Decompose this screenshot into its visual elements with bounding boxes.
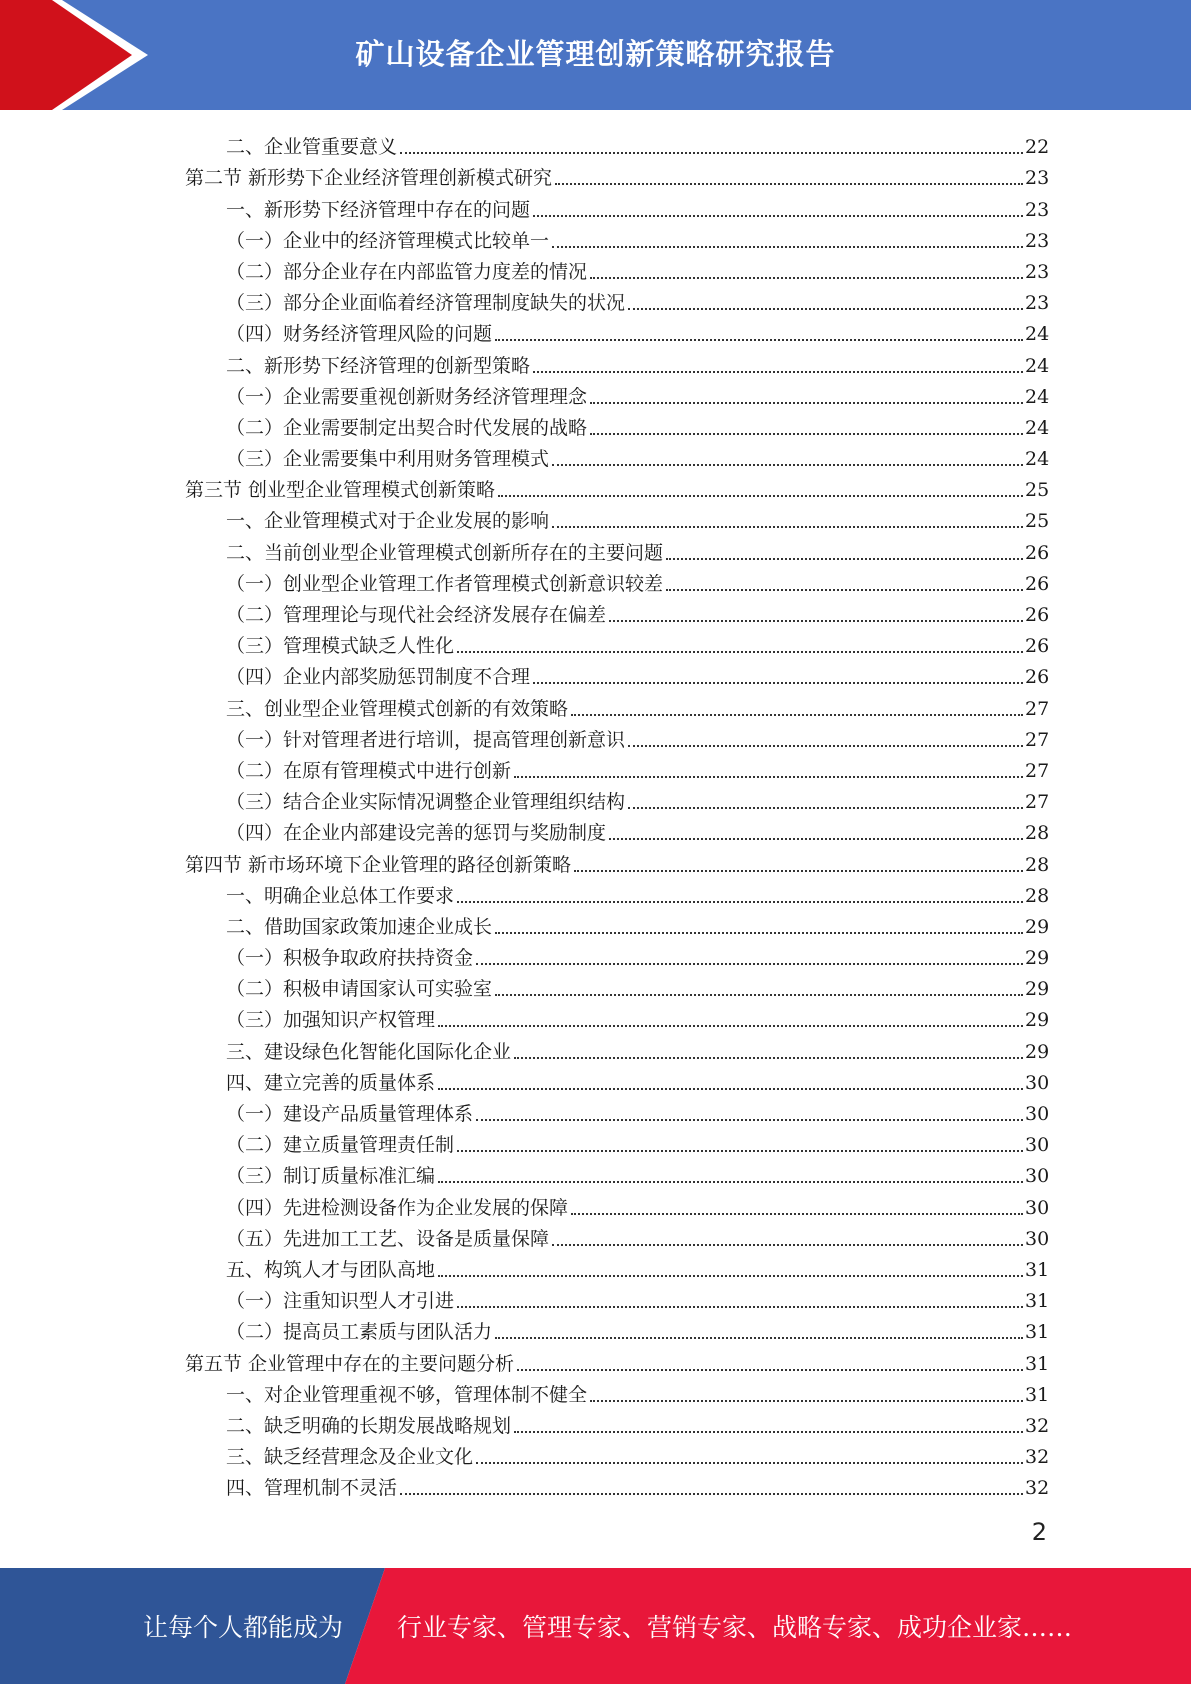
- toc-dot-leader: [609, 620, 1023, 622]
- toc-entry[interactable]: [185, 1313, 1050, 1344]
- toc-entry[interactable]: [185, 409, 1050, 440]
- toc-entry-page: 32: [1025, 1477, 1050, 1500]
- toc-entry-page: 22: [1025, 136, 1050, 159]
- toc-entry-page: 31: [1025, 1290, 1050, 1313]
- toc-dot-leader: [457, 1150, 1023, 1152]
- toc-entry-page: 26: [1025, 635, 1050, 658]
- toc-entry[interactable]: [185, 159, 1050, 190]
- toc-entry[interactable]: [185, 253, 1050, 284]
- toc-entry-title: （二）提高员工素质与团队活力: [226, 1321, 493, 1344]
- toc-entry-page: 28: [1025, 822, 1050, 845]
- toc-dot-leader: [517, 1369, 1023, 1371]
- toc-entry[interactable]: [185, 1407, 1050, 1438]
- toc-entry-title: 二、企业管重要意义: [226, 136, 398, 159]
- toc-dot-leader: [590, 277, 1023, 279]
- toc-entry[interactable]: [185, 877, 1050, 908]
- toc-entry-title: （三）制订质量标准汇编: [226, 1165, 436, 1188]
- toc-entry[interactable]: [185, 1032, 1050, 1063]
- toc-entry-title: （四）先进检测设备作为企业发展的保障: [226, 1196, 569, 1219]
- toc-entry-page: 26: [1025, 541, 1050, 564]
- toc-dot-leader: [590, 1400, 1023, 1402]
- toc-dot-leader: [457, 651, 1023, 653]
- toc-entry-page: 23: [1025, 229, 1050, 252]
- toc-entry-title: 一、明确企业总体工作要求: [226, 884, 455, 907]
- toc-entry-title: 二、缺乏明确的长期发展战略规划: [226, 1414, 512, 1437]
- toc-entry[interactable]: [185, 471, 1050, 502]
- toc-entry[interactable]: [185, 1095, 1050, 1126]
- toc-entry-title: （二）部分企业存在内部监管力度差的情况: [226, 260, 588, 283]
- toc-entry[interactable]: [185, 1126, 1050, 1157]
- toc-entry-title: （一）针对管理者进行培训，提高管理创新意识: [226, 728, 626, 751]
- toc-dot-leader: [552, 526, 1023, 528]
- toc-entry-page: 25: [1025, 510, 1050, 533]
- toc-entry-title: 第四节 新市场环境下企业管理的路径创新策略: [185, 853, 572, 876]
- report-title: 矿山设备企业管理创新策略研究报告: [355, 36, 836, 71]
- toc-entry-page: 24: [1025, 416, 1050, 439]
- toc-entry[interactable]: [185, 1001, 1050, 1032]
- toc-entry[interactable]: [185, 721, 1050, 752]
- toc-entry-title: （二）积极申请国家认可实验室: [226, 978, 493, 1001]
- toc-entry-title: （一）企业中的经济管理模式比较单一: [226, 229, 550, 252]
- toc-dot-leader: [438, 1025, 1023, 1027]
- toc-entry-title: 一、对企业管理重视不够，管理体制不健全: [226, 1383, 588, 1406]
- toc-entry-page: 27: [1025, 759, 1050, 782]
- toc-entry-page: 24: [1025, 448, 1050, 471]
- toc-dot-leader: [533, 215, 1023, 217]
- toc-entry[interactable]: [185, 565, 1050, 596]
- toc-entry[interactable]: [185, 1157, 1050, 1188]
- toc-entry[interactable]: [185, 658, 1050, 689]
- toc-entry-page: 24: [1025, 323, 1050, 346]
- toc-entry[interactable]: [185, 222, 1050, 253]
- page-number: 2: [1031, 1518, 1047, 1546]
- toc-entry[interactable]: [185, 1251, 1050, 1282]
- toc-dot-leader: [628, 308, 1023, 310]
- toc-dot-leader: [628, 745, 1023, 747]
- toc-entry-page: 29: [1025, 978, 1050, 1001]
- toc-entry-title: 一、企业管理模式对于企业发展的影响: [226, 510, 550, 533]
- toc-entry-title: （一）建设产品质量管理体系: [226, 1103, 474, 1125]
- toc-dot-leader: [457, 901, 1023, 903]
- toc-entry-page: 24: [1025, 385, 1050, 408]
- toc-entry-title: （一）注重知识型人才引进: [226, 1290, 455, 1313]
- toc-dot-leader: [514, 1057, 1023, 1059]
- toc-dot-leader: [590, 433, 1023, 435]
- page-header: [0, 0, 1191, 110]
- toc-entry-page: 24: [1025, 354, 1050, 377]
- toc-entry-title: （二）在原有管理模式中进行创新: [226, 759, 512, 782]
- toc-entry-page: 30: [1025, 1103, 1050, 1125]
- toc-entry[interactable]: [185, 128, 1050, 159]
- toc-entry-title: （二）管理理论与现代社会经济发展存在偏差: [226, 604, 607, 626]
- toc-dot-leader: [666, 558, 1023, 560]
- toc-dot-leader: [533, 371, 1023, 373]
- toc-entry-page: 30: [1025, 1165, 1050, 1188]
- toc-entry-title: （二）建立质量管理责任制: [226, 1134, 455, 1157]
- toc-entry-title: （三）加强知识产权管理: [226, 1009, 436, 1032]
- toc-dot-leader: [438, 1181, 1023, 1183]
- toc-entry-page: 26: [1025, 572, 1050, 595]
- toc-dot-leader: [495, 994, 1023, 996]
- toc-entry-page: 25: [1025, 479, 1050, 502]
- toc-entry-title: 五、构筑人才与团队高地: [226, 1258, 436, 1281]
- toc-dot-leader: [533, 682, 1023, 684]
- toc-entry[interactable]: [185, 1220, 1050, 1251]
- toc-entry-page: 29: [1025, 947, 1050, 970]
- toc-entry-title: （四）在企业内部建设完善的惩罚与奖励制度: [226, 822, 607, 845]
- toc-entry-title: 三、缺乏经营理念及企业文化: [226, 1446, 474, 1469]
- toc-dot-leader: [571, 1213, 1023, 1215]
- toc-entry[interactable]: [185, 627, 1050, 658]
- toc-entry-page: 27: [1025, 697, 1050, 720]
- toc-entry[interactable]: [185, 939, 1050, 970]
- toc-entry-page: 26: [1025, 666, 1050, 689]
- toc-dot-leader: [457, 1306, 1023, 1308]
- toc-dot-leader: [400, 1493, 1023, 1495]
- toc-dot-leader: [514, 1431, 1023, 1433]
- toc-entry[interactable]: [185, 190, 1050, 221]
- toc-entry-page: 23: [1025, 260, 1050, 283]
- toc-entry-page: 29: [1025, 915, 1050, 938]
- toc-entry-title: 二、新形势下经济管理的创新型策略: [226, 354, 531, 377]
- toc-entry-title: 四、建立完善的质量体系: [226, 1071, 436, 1094]
- toc-entry-page: 31: [1025, 1258, 1050, 1281]
- toc-dot-leader: [498, 495, 1023, 497]
- toc-entry[interactable]: [185, 783, 1050, 814]
- toc-dot-leader: [400, 152, 1023, 154]
- toc-entry-page: 30: [1025, 1196, 1050, 1219]
- toc-dot-leader: [495, 932, 1023, 934]
- toc-entry-title: 第二节 新形势下企业经济管理创新模式研究: [185, 167, 553, 190]
- toc-entry[interactable]: [185, 752, 1050, 783]
- toc-entry-title: （三）企业需要集中利用财务管理模式: [226, 448, 550, 471]
- toc-entry[interactable]: [185, 378, 1050, 409]
- toc-entry-page: 31: [1025, 1383, 1050, 1406]
- toc-dot-leader: [552, 1244, 1023, 1246]
- toc-entry[interactable]: [185, 1282, 1050, 1313]
- toc-entry-title: 四、管理机制不灵活: [226, 1477, 398, 1500]
- toc-entry[interactable]: [185, 596, 1050, 627]
- toc-entry-title: （一）企业需要重视创新财务经济管理理念: [226, 385, 588, 408]
- toc-entry-page: 27: [1025, 791, 1050, 814]
- toc-entry-page: 32: [1025, 1446, 1050, 1469]
- toc-entry-title: 第五节 企业管理中存在的主要问题分析: [185, 1352, 515, 1375]
- footer-slogan-left: 让每个人都能成为: [143, 1613, 344, 1642]
- toc-entry[interactable]: [185, 689, 1050, 720]
- toc-dot-leader: [552, 246, 1023, 248]
- toc-dot-leader: [555, 183, 1023, 185]
- table-of-contents: [185, 128, 1050, 1500]
- toc-dot-leader: [552, 464, 1023, 466]
- toc-entry-page: 30: [1025, 1227, 1050, 1250]
- toc-entry-page: 23: [1025, 198, 1050, 221]
- toc-dot-leader: [476, 1462, 1023, 1464]
- toc-entry-title: （二）企业需要制定出契合时代发展的战略: [226, 416, 588, 439]
- toc-entry[interactable]: [185, 1064, 1050, 1095]
- toc-entry[interactable]: [185, 502, 1050, 533]
- toc-entry-title: 二、当前创业型企业管理模式创新所存在的主要问题: [226, 541, 664, 564]
- toc-dot-leader: [476, 1119, 1023, 1121]
- toc-entry-page: 26: [1025, 604, 1050, 626]
- toc-entry-title: （五）先进加工工艺、设备是质量保障: [226, 1227, 550, 1250]
- toc-dot-leader: [590, 402, 1023, 404]
- toc-entry[interactable]: [185, 908, 1050, 939]
- toc-dot-leader: [438, 1275, 1023, 1277]
- toc-entry-title: （三）部分企业面临着经济管理制度缺失的状况: [226, 292, 626, 315]
- page-footer: [0, 1568, 1191, 1684]
- toc-entry[interactable]: [185, 1344, 1050, 1375]
- toc-dot-leader: [666, 589, 1023, 591]
- toc-dot-leader: [514, 776, 1023, 778]
- toc-dot-leader: [476, 963, 1023, 965]
- toc-entry-page: 29: [1025, 1009, 1050, 1032]
- toc-entry-title: 三、建设绿色化智能化国际化企业: [226, 1040, 512, 1063]
- toc-entry[interactable]: [185, 845, 1050, 876]
- toc-dot-leader: [609, 838, 1023, 840]
- toc-entry[interactable]: [185, 1188, 1050, 1219]
- toc-entry-page: 27: [1025, 728, 1050, 751]
- toc-entry[interactable]: [185, 346, 1050, 377]
- toc-entry[interactable]: [185, 533, 1050, 564]
- toc-entry-title: （三）结合企业实际情况调整企业管理组织结构: [226, 791, 626, 814]
- toc-entry[interactable]: [185, 315, 1050, 346]
- toc-entry-title: （一）积极争取政府扶持资金: [226, 947, 474, 970]
- toc-entry[interactable]: [185, 1438, 1050, 1469]
- toc-entry-page: 31: [1025, 1352, 1050, 1375]
- toc-entry-title: （一）创业型企业管理工作者管理模式创新意识较差: [226, 572, 664, 595]
- toc-dot-leader: [571, 714, 1023, 716]
- toc-dot-leader: [574, 870, 1023, 872]
- toc-entry-page: 31: [1025, 1321, 1050, 1344]
- toc-entry-title: （四）企业内部奖励惩罚制度不合理: [226, 666, 531, 689]
- toc-entry-page: 23: [1025, 167, 1050, 190]
- toc-entry[interactable]: [185, 1469, 1050, 1500]
- toc-entry[interactable]: [185, 440, 1050, 471]
- toc-entry[interactable]: [185, 1376, 1050, 1407]
- toc-entry-page: 28: [1025, 884, 1050, 907]
- toc-entry-page: 23: [1025, 292, 1050, 315]
- footer-slogan-right: 行业专家、管理专家、营销专家、战略专家、成功企业家……: [397, 1613, 1073, 1642]
- toc-entry-title: （三）管理模式缺乏人性化: [226, 635, 455, 658]
- toc-entry-page: 28: [1025, 853, 1050, 876]
- toc-entry-title: 一、新形势下经济管理中存在的问题: [226, 198, 531, 221]
- toc-entry-page: 29: [1025, 1040, 1050, 1063]
- toc-entry-page: 30: [1025, 1134, 1050, 1157]
- toc-dot-leader: [495, 339, 1023, 341]
- toc-entry[interactable]: [185, 970, 1050, 1001]
- toc-dot-leader: [495, 1337, 1023, 1339]
- toc-entry[interactable]: [185, 284, 1050, 315]
- toc-entry-page: 30: [1025, 1071, 1050, 1094]
- toc-dot-leader: [438, 1088, 1023, 1090]
- toc-entry-title: 第三节 创业型企业管理模式创新策略: [185, 479, 496, 502]
- toc-entry[interactable]: [185, 814, 1050, 845]
- toc-entry-page: 32: [1025, 1414, 1050, 1437]
- toc-entry-title: （四）财务经济管理风险的问题: [226, 323, 493, 346]
- toc-entry-title: 三、创业型企业管理模式创新的有效策略: [226, 697, 569, 720]
- toc-entry-title: 二、借助国家政策加速企业成长: [226, 915, 493, 938]
- toc-dot-leader: [628, 807, 1023, 809]
